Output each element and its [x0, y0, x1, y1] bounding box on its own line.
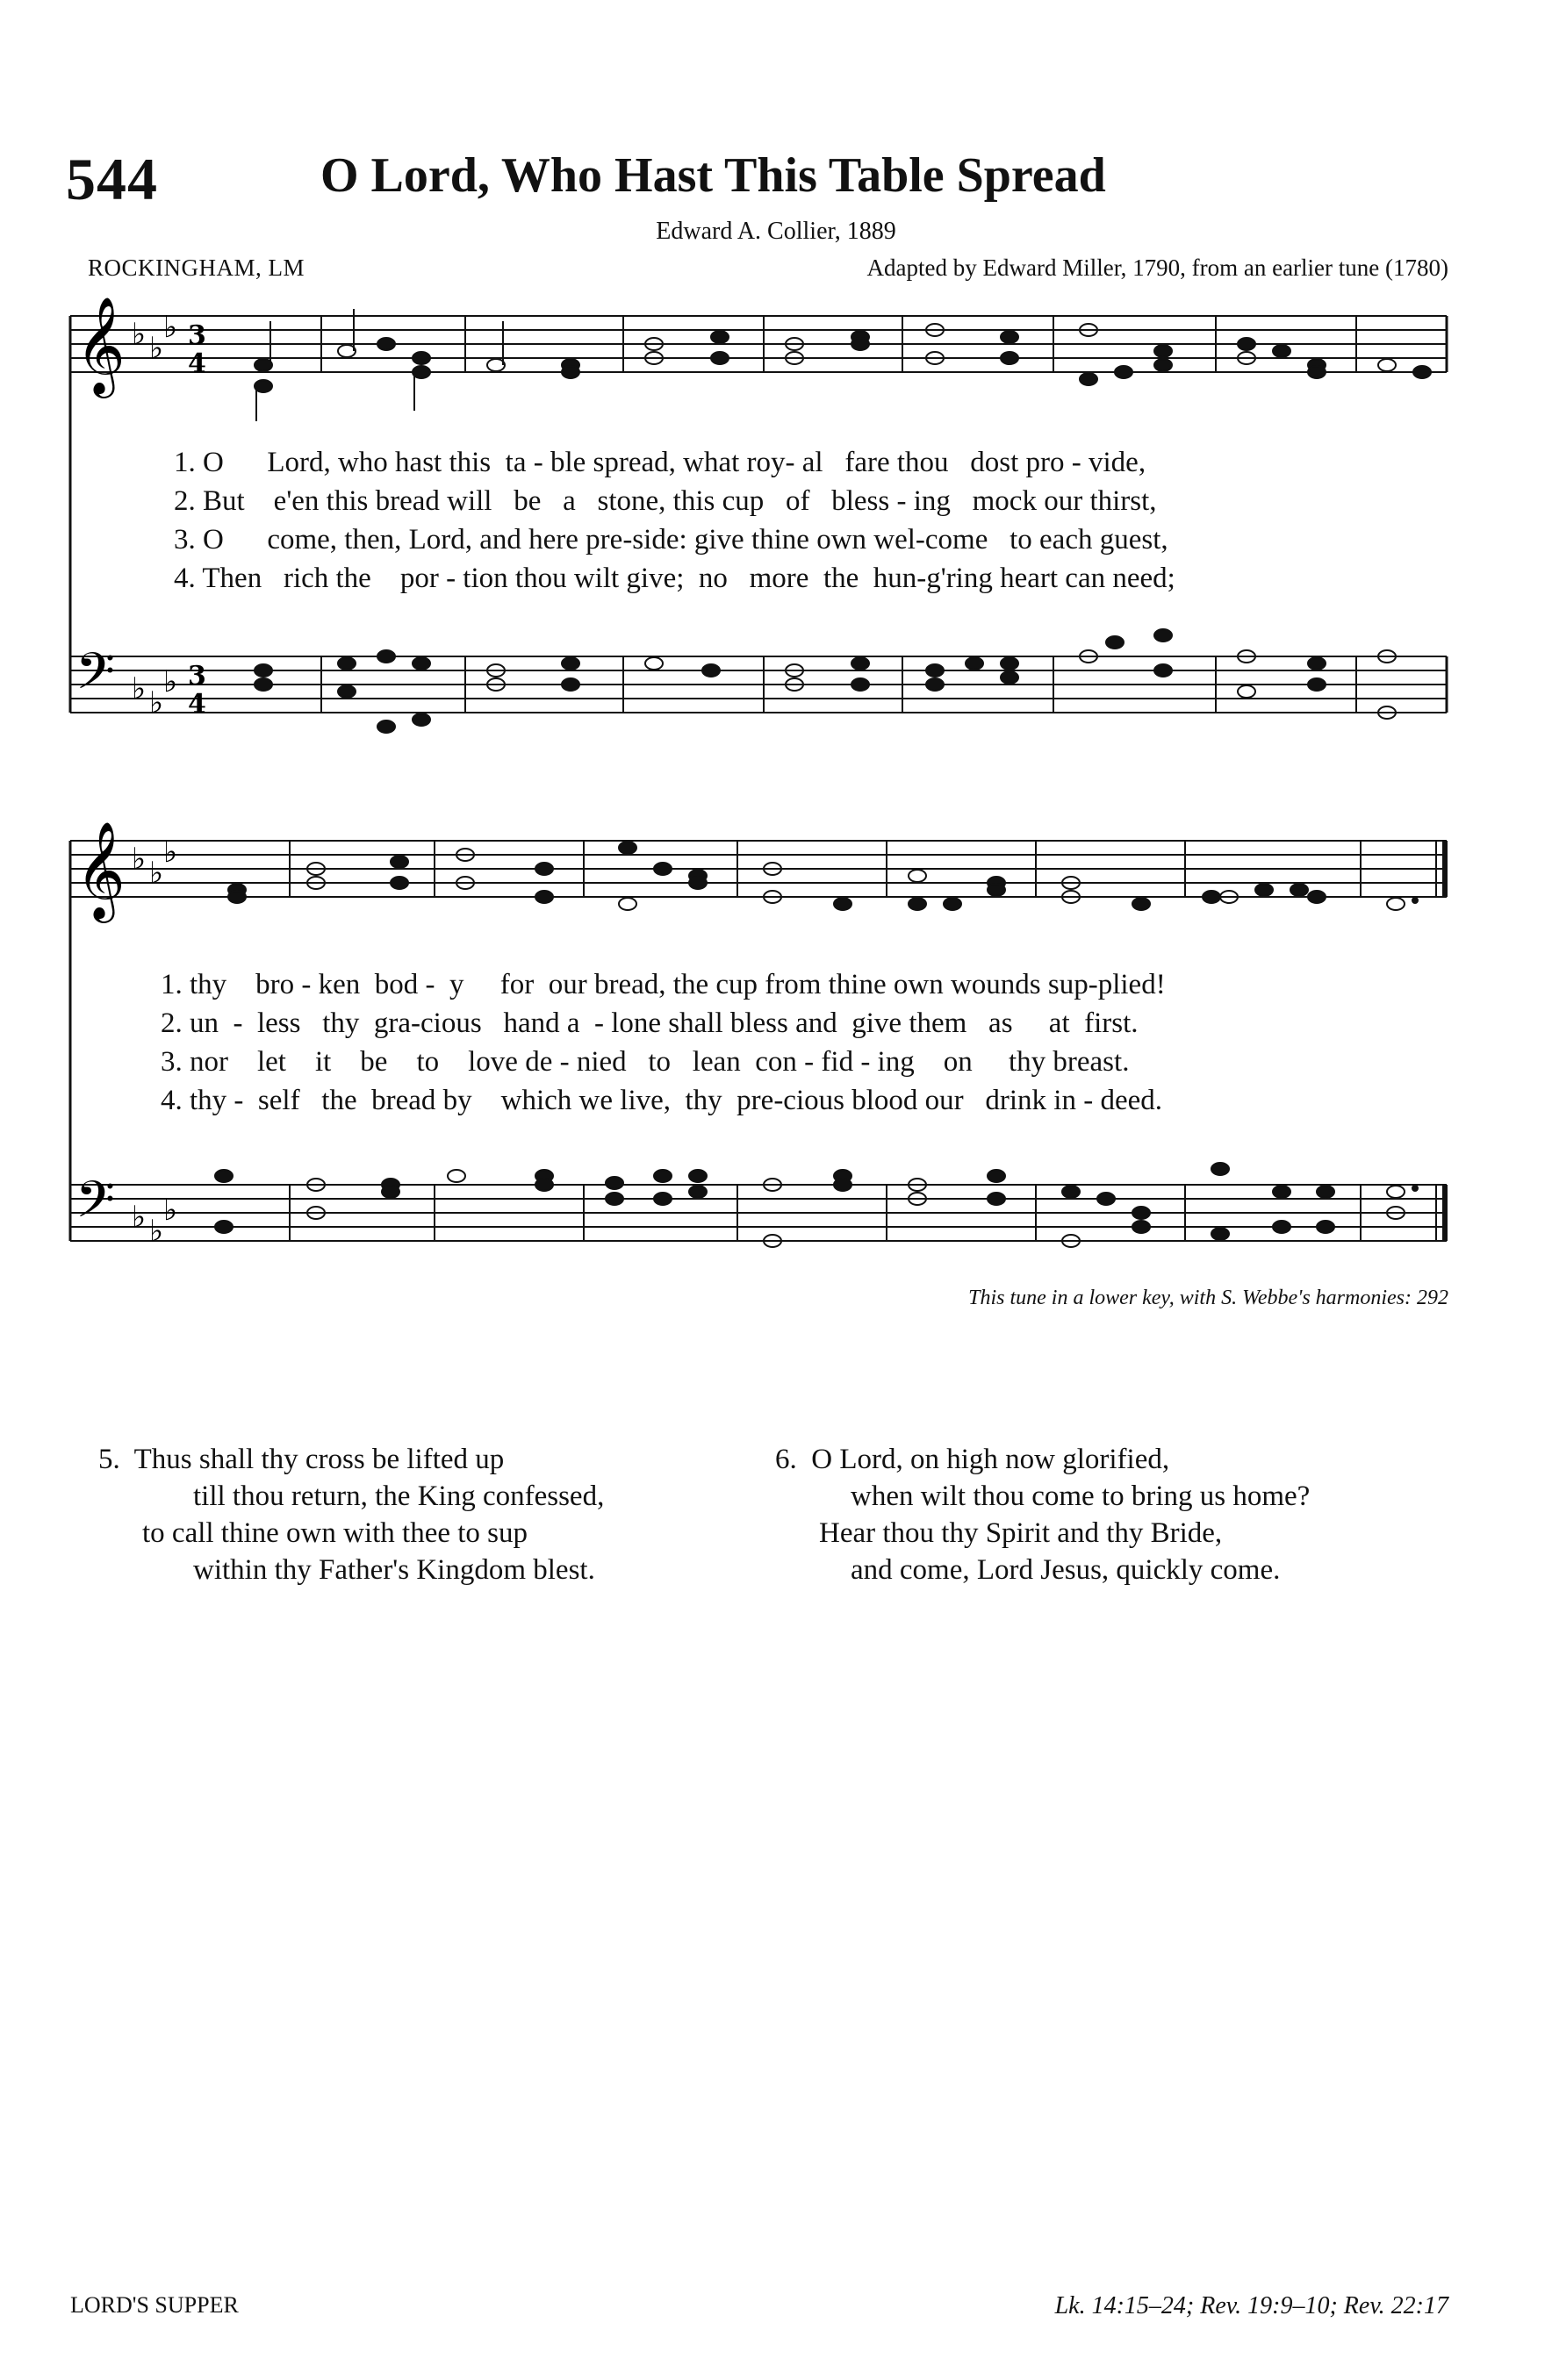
hymn-number: 544 [66, 146, 158, 212]
lyric-line: 1. thy bro - ken bod - y for our bread, the cup from thine own wounds sup-plied! [161, 969, 1166, 1000]
stanza-6 [775, 1441, 1310, 1588]
flat-icon: ♭ [132, 317, 147, 352]
flat-icon: ♭ [163, 310, 178, 345]
text-author: Edward A. Collier, 1889 [656, 218, 896, 245]
stanza-line: to call thine own with thee to sup [142, 1517, 528, 1549]
time-signature: 4 [188, 348, 206, 379]
stanza-line: 5. Thus shall thy cross be lifted up [98, 1444, 505, 1475]
flat-icon: ♭ [132, 1200, 147, 1235]
stanza-line: when wilt thou come to bring us home? [851, 1480, 1311, 1512]
stanza-5 [98, 1441, 604, 1588]
category-label: LORD'S SUPPER [70, 2292, 239, 2318]
lyric-line: 3. nor let it be to love de - nied to lean con - fid - ing on thy breast. [161, 1046, 1130, 1078]
cross-reference-note: This tune in a lower key, with S. Webbe's harmonies: 292 [968, 1287, 1448, 1309]
flat-icon: ♭ [149, 685, 164, 720]
lyric-line: 2. But e'en this bread will be a stone, this cup of bless - ing mock our thirst, [174, 485, 1157, 517]
stanza-line: 6. O Lord, on high now glorified, [775, 1444, 1170, 1475]
lyric-line: 4. thy - self the bread by which we live, thy pre-cious blood our drink in - deed. [161, 1085, 1162, 1116]
stanza-line: within thy Father's Kingdom blest. [193, 1554, 595, 1586]
treble-notes [228, 842, 1418, 910]
tune-composer: Adapted by Edward Miller, 1790, from an earlier tune (1780) [866, 254, 1448, 281]
flat-icon: ♭ [132, 671, 147, 706]
lyric-line: 3. O come, then, Lord, and here pre-side: give thine own wel-come to each guest, [174, 524, 1168, 556]
lyric-line: 1. O Lord, who hast this ta - ble spread, what roy- al fare thou dost pro - vide, [174, 447, 1146, 478]
scripture-references: Lk. 14:15–24; Rev. 19:9–10; Rev. 22:17 [1054, 2292, 1448, 2319]
bass-clef-icon: 𝄢 [75, 642, 116, 713]
flat-icon: ♭ [132, 842, 147, 877]
tune-name: ROCKINGHAM, LM [88, 254, 305, 281]
stanza-line: till thou return, the King confessed, [193, 1480, 605, 1512]
flat-icon: ♭ [149, 1214, 164, 1249]
lyric-line: 4. Then rich the por - tion thou wilt give; no more the hun-g'ring heart can need; [174, 563, 1175, 594]
treble-clef-icon: 𝄞 [75, 296, 126, 394]
stanza-line: and come, Lord Jesus, quickly come. [851, 1554, 1281, 1586]
hymn-title: O Lord, Who Hast This Table Spread [320, 148, 1106, 203]
flat-icon: ♭ [163, 664, 178, 699]
flat-icon: ♭ [163, 1193, 178, 1228]
time-signature: 4 [188, 689, 206, 720]
flat-icon: ♭ [163, 835, 178, 870]
bass-notes [215, 1163, 1418, 1247]
time-signature: 3 [188, 320, 206, 351]
time-signature: 3 [188, 661, 206, 692]
flat-icon: ♭ [149, 331, 164, 366]
bass-clef-icon: 𝄢 [75, 1170, 116, 1242]
stanza-line: Hear thou thy Spirit and thy Bride, [819, 1517, 1223, 1549]
lyric-line: 2. un - less thy gra-cious hand a - lone shall bless and give them as at first. [161, 1007, 1139, 1039]
flat-icon: ♭ [149, 856, 164, 891]
lyrics-system-2 [161, 965, 1166, 1120]
treble-clef-icon: 𝄞 [75, 821, 126, 919]
